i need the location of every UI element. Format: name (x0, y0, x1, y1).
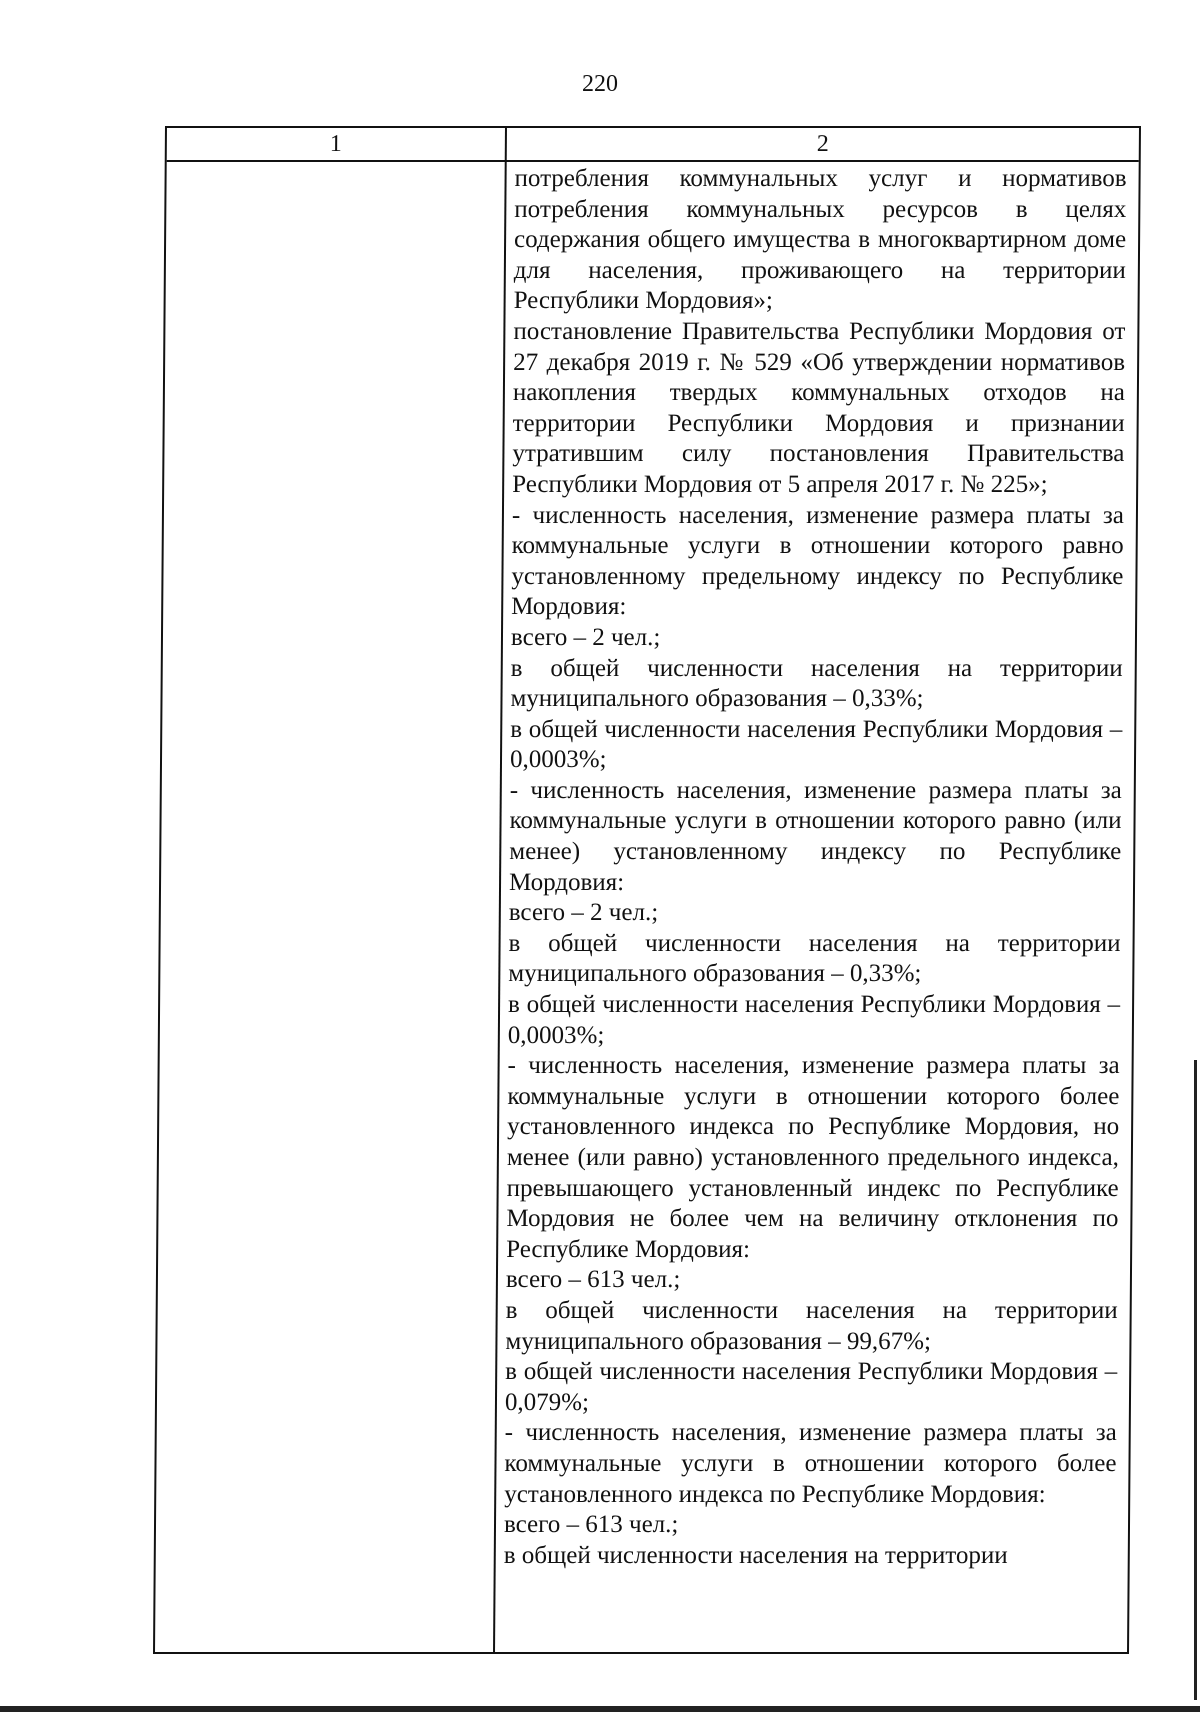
column-header-2: 2 (816, 131, 829, 157)
text-paragraph: - численность населения, изменение размера платы за коммунальные услуги в отношении которого равно (или менее) установленному индексу по Республике Мордовия: (508, 776, 1122, 896)
text-paragraph: в общей численности населения на территории (503, 1541, 1008, 1569)
text-paragraph: в общей численности населения на территории муниципального образования – 0,33%; (510, 654, 1123, 713)
document-table (153, 126, 1141, 1654)
text-paragraph: всего – 2 чел.; (508, 899, 659, 927)
text-paragraph: потребления коммунальных услуг и нормативов потребления коммунальных ресурсов в целях содержания общего имущества в многоквартирном доме для населения, проживающего на территории Республики Мордовия»; (513, 165, 1127, 315)
table-header-row (167, 128, 1139, 162)
text-paragraph: всего – 613 чел.; (503, 1511, 679, 1539)
text-paragraph: в общей численности населения Республики Мордовия – 0,0003%; (509, 715, 1123, 774)
scan-edge-bottom (0, 1706, 1200, 1712)
text-paragraph: в общей численности населения на территории муниципального образования – 99,67%; (505, 1296, 1118, 1355)
text-paragraph: - численность населения, изменение размера платы за коммунальные услуги в отношении которого более установленного индекса по Республике Мордовия: (504, 1419, 1117, 1508)
column-2-content (504, 164, 1127, 1571)
text-paragraph: - численность населения, изменение размера платы за коммунальные услуги в отношении которого более установленного индекса по Республике Мордовия, но менее (или равно) установленного предельного индекса, превышающего установленный индекс по Республике Мордовия не более чем на величину отклонения по Республике Мордовия: (506, 1052, 1120, 1263)
text-paragraph: постановление Правительства Республики Мордовия от 27 декабря 2019 г. № 529 «Об утверждении нормативов накопления твердых коммунальных отходов на территории Республики Мордовия и признании утратившим силу постановления Правительства Республики Мордовия от 5 апреля 2017 г. № 225»; (512, 317, 1126, 498)
scan-edge-right (1194, 1060, 1197, 1700)
text-paragraph: в общей численности населения Республики Мордовия – 0,079%; (504, 1358, 1118, 1416)
text-paragraph: в общей численности населения на территории муниципального образования – 0,33%; (508, 929, 1121, 988)
page-number: 220 (582, 71, 618, 97)
text-paragraph: всего – 2 чел.; (510, 623, 661, 651)
text-paragraph: в общей численности населения Республики Мордовия – 0,0003%; (507, 991, 1121, 1049)
column-header-1: 1 (329, 131, 342, 157)
text-paragraph: - численность населения, изменение размера платы за коммунальные услуги в отношении которого равно установленному предельному индексу по Республике Мордовия: (511, 501, 1125, 621)
text-paragraph: всего – 613 чел.; (505, 1266, 681, 1294)
